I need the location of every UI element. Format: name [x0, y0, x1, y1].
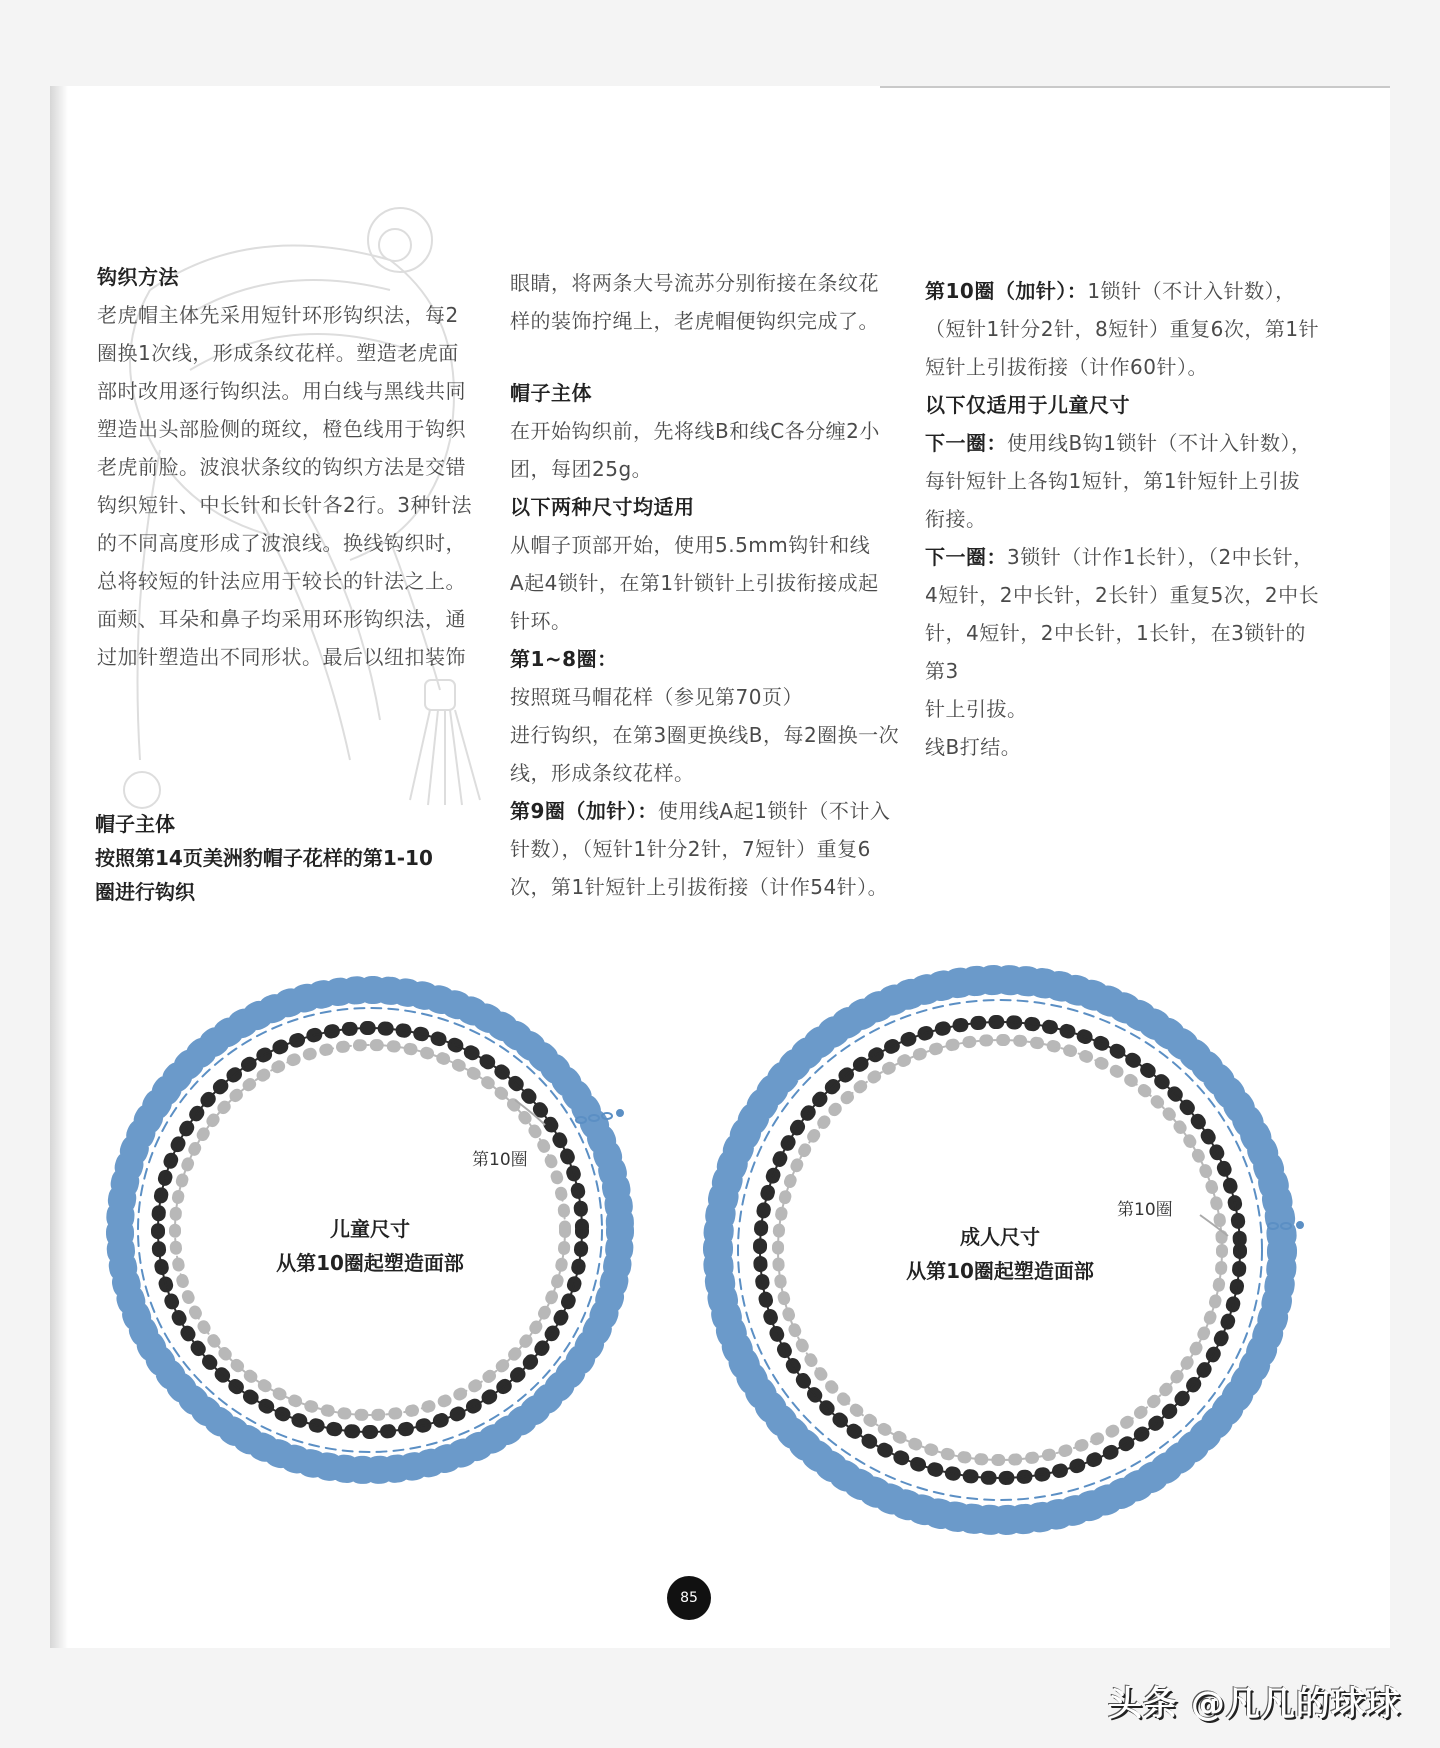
method-line: 部时改用逐行钩织法。用白线与黑线共同	[97, 379, 466, 403]
note-heading: 帽子主体	[95, 812, 175, 836]
kids-chart-title	[240, 1212, 500, 1280]
round-9-line: 针数），（短针1针分2针，7短针）重复6	[510, 837, 871, 861]
adult-size-subtitle: 从第10圈起塑造面部	[906, 1259, 1094, 1283]
subheading-both-sizes: 以下两种尺寸均适用	[510, 495, 695, 519]
start-line: A起4锁针，在第1针锁针上引拔衔接成起	[510, 571, 879, 595]
next-round-line: 每针短针上各钩1短针，第1针短针上引拔	[925, 469, 1300, 493]
adult-chart-title	[870, 1220, 1130, 1288]
round-9-line: 第9圈（加针）：使用线A起1锁针（不计入	[510, 799, 891, 823]
column-method	[97, 258, 492, 676]
adult-round-10-label: 第10圈	[1117, 1200, 1173, 1220]
page-number-badge: 85	[667, 1576, 711, 1620]
adult-size-title: 成人尺寸	[960, 1225, 1040, 1249]
finish-line: 线B打结。	[925, 735, 1022, 759]
round-9-line: 次，第1针短针上引拔衔接（计作54针）。	[510, 875, 889, 899]
round-10-line: 短针上引拔衔接（计作60针）。	[925, 355, 1208, 379]
start-line: 针环。	[510, 609, 572, 633]
prep-line: 在开始钩织前，先将线B和线C各分缠2小	[510, 419, 880, 443]
column-rounds	[925, 272, 1325, 766]
watermark: 头条 @凡凡的球球	[1108, 1684, 1401, 1724]
intro-line: 眼睛，将两条大号流苏分别衔接在条纹花	[510, 271, 879, 295]
method-line: 的不同高度形成了波浪线。换线钩织时，	[97, 531, 466, 555]
round-10-line: 第10圈（加针）：1锁针（不计入针数），	[925, 279, 1296, 303]
next-round-line: 针上引拔。	[925, 697, 1028, 721]
round-10-label: 第10圈（加针）：	[925, 279, 1088, 303]
hat-body-note	[95, 807, 475, 909]
round-1-8-label: 第1~8圈：	[510, 647, 618, 671]
method-line: 圈换1次线，形成条纹花样。塑造老虎面	[97, 341, 459, 365]
round-1-8-line: 第1~8圈：按照斑马帽花样（参见第70页）	[510, 647, 803, 709]
method-line: 钩织短针、中长针和长针各2行。3种针法	[97, 493, 472, 517]
round-10-line: （短针1针分2针，8短针）重复6次，第1针	[925, 317, 1320, 341]
round-1-8-line: 进行钩织，在第3圈更换线B，每2圈换一次	[510, 723, 900, 747]
page-top-rule	[880, 86, 1390, 88]
method-line: 老虎帽主体先采用短针环形钩织法，每2	[97, 303, 459, 327]
next-round-label: 下一圈：	[925, 431, 1007, 455]
kids-round-10-label: 第10圈	[472, 1150, 528, 1170]
heading-hat-body: 帽子主体	[510, 381, 592, 405]
kids-size-subtitle: 从第10圈起塑造面部	[276, 1251, 464, 1275]
heading-method: 钩织方法	[97, 265, 179, 289]
method-line: 总将较短的针法应用于较长的针法之上。	[97, 569, 466, 593]
method-line: 过加针塑造出不同形状。最后以纽扣装饰	[97, 645, 466, 669]
heading-kids-only: 以下仅适用于儿童尺寸	[925, 393, 1130, 417]
next-round-line: 针，4短针，2中长针，1长针，在3锁针的第3	[925, 621, 1306, 683]
next-round-label: 下一圈：	[925, 545, 1007, 569]
next-round-line: 衔接。	[925, 507, 987, 531]
next-round-line: 下一圈：使用线B钩1锁针（不计入针数），	[925, 431, 1312, 455]
method-line: 面颊、耳朵和鼻子均采用环形钩织法，通	[97, 607, 466, 631]
next-round-line: 4短针，2中长针，2长针）重复5次，2中长	[925, 583, 1320, 607]
prep-line: 团，每团25g。	[510, 457, 653, 481]
column-hat-body	[510, 264, 910, 906]
round-9-label: 第9圈（加针）：	[510, 799, 658, 823]
note-line: 按照第14页美洲豹帽子花样的第1-10	[95, 846, 433, 870]
method-line: 塑造出头部脸侧的斑纹，橙色线用于钩织	[97, 417, 466, 441]
next-round-line: 下一圈：3锁针（计作1长针），（2中长针，	[925, 545, 1314, 569]
method-line: 老虎前脸。波浪状条纹的钩织方法是交错	[97, 455, 466, 479]
intro-line: 样的装饰拧绳上，老虎帽便钩织完成了。	[510, 309, 879, 333]
start-line: 从帽子顶部开始，使用5.5mm钩针和线	[510, 533, 871, 557]
kids-size-title: 儿童尺寸	[330, 1217, 410, 1241]
round-1-8-line: 线，形成条纹花样。	[510, 761, 695, 785]
note-line: 圈进行钩织	[95, 880, 195, 904]
